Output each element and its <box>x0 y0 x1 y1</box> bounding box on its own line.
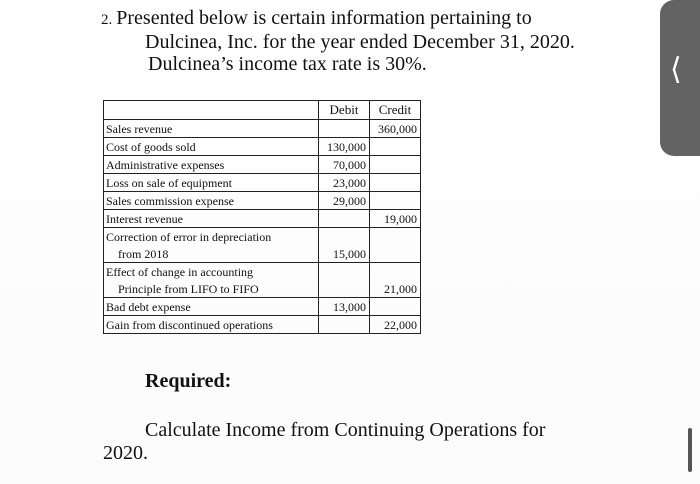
row-credit-spacer <box>370 228 421 246</box>
row-label: Loss on sale of equipment <box>104 174 319 192</box>
table-row <box>104 120 421 138</box>
row-label: Gain from discontinued operations <box>104 316 319 334</box>
row-debit: 70,000 <box>319 156 370 174</box>
table-row-continued <box>104 280 421 298</box>
row-credit <box>370 174 421 192</box>
row-credit: 22,000 <box>370 316 421 334</box>
row-credit: 21,000 <box>370 280 421 298</box>
row-credit <box>370 156 421 174</box>
question-text-1: Presented below is certain information pertaining to <box>116 7 532 29</box>
row-label: Cost of goods sold <box>104 138 319 156</box>
table-row <box>104 210 421 228</box>
table-row <box>104 138 421 156</box>
table-row <box>104 263 421 281</box>
row-credit <box>370 245 421 263</box>
row-credit <box>370 138 421 156</box>
required-text-line-2: 2020. <box>103 442 148 464</box>
row-debit: 13,000 <box>319 298 370 316</box>
row-debit <box>319 120 370 138</box>
question-line-2: Dulcinea, Inc. for the year ended December 31, 2020. <box>145 31 575 53</box>
header-debit: Debit <box>319 101 370 120</box>
side-panel-tab[interactable] <box>660 0 700 156</box>
row-label: Effect of change in accounting <box>104 263 319 281</box>
table-row <box>104 192 421 210</box>
row-credit-spacer <box>370 263 421 281</box>
header-blank-cell <box>104 101 319 120</box>
scrollbar[interactable] <box>688 428 692 472</box>
row-debit <box>319 210 370 228</box>
question-line-3: Dulcinea’s income tax rate is 30%. <box>148 53 427 75</box>
required-text-line-1: Calculate Income from Continuing Operations for <box>145 419 546 441</box>
row-debit: 29,000 <box>319 192 370 210</box>
row-debit-spacer <box>319 228 370 246</box>
table-row <box>104 316 421 334</box>
row-debit <box>319 280 370 298</box>
row-credit: 360,000 <box>370 120 421 138</box>
row-label: Bad debt expense <box>104 298 319 316</box>
row-debit: 15,000 <box>319 245 370 263</box>
question-line-1 <box>101 7 532 30</box>
row-label: Administrative expenses <box>104 156 319 174</box>
row-debit-spacer <box>319 263 370 281</box>
row-label: Sales commission expense <box>104 192 319 210</box>
table-row <box>104 228 421 246</box>
row-debit <box>319 316 370 334</box>
financial-table <box>103 100 421 334</box>
row-debit: 23,000 <box>319 174 370 192</box>
table-row-continued <box>104 245 421 263</box>
question-number: 2. <box>101 12 113 28</box>
required-heading: Required: <box>145 370 232 392</box>
table-row <box>104 174 421 192</box>
table-row <box>104 156 421 174</box>
row-credit <box>370 298 421 316</box>
row-label: Correction of error in depreciation <box>104 228 319 246</box>
chevron-left-icon[interactable]: ⟨ <box>670 52 682 87</box>
header-credit: Credit <box>370 101 421 120</box>
row-label-continued: Principle from LIFO to FIFO <box>104 280 319 298</box>
row-label-continued: from 2018 <box>104 245 319 263</box>
row-label: Sales revenue <box>104 120 319 138</box>
row-credit <box>370 192 421 210</box>
row-credit: 19,000 <box>370 210 421 228</box>
table-row <box>104 298 421 316</box>
row-label: Interest revenue <box>104 210 319 228</box>
table-header-row <box>104 101 421 120</box>
row-debit: 130,000 <box>319 138 370 156</box>
